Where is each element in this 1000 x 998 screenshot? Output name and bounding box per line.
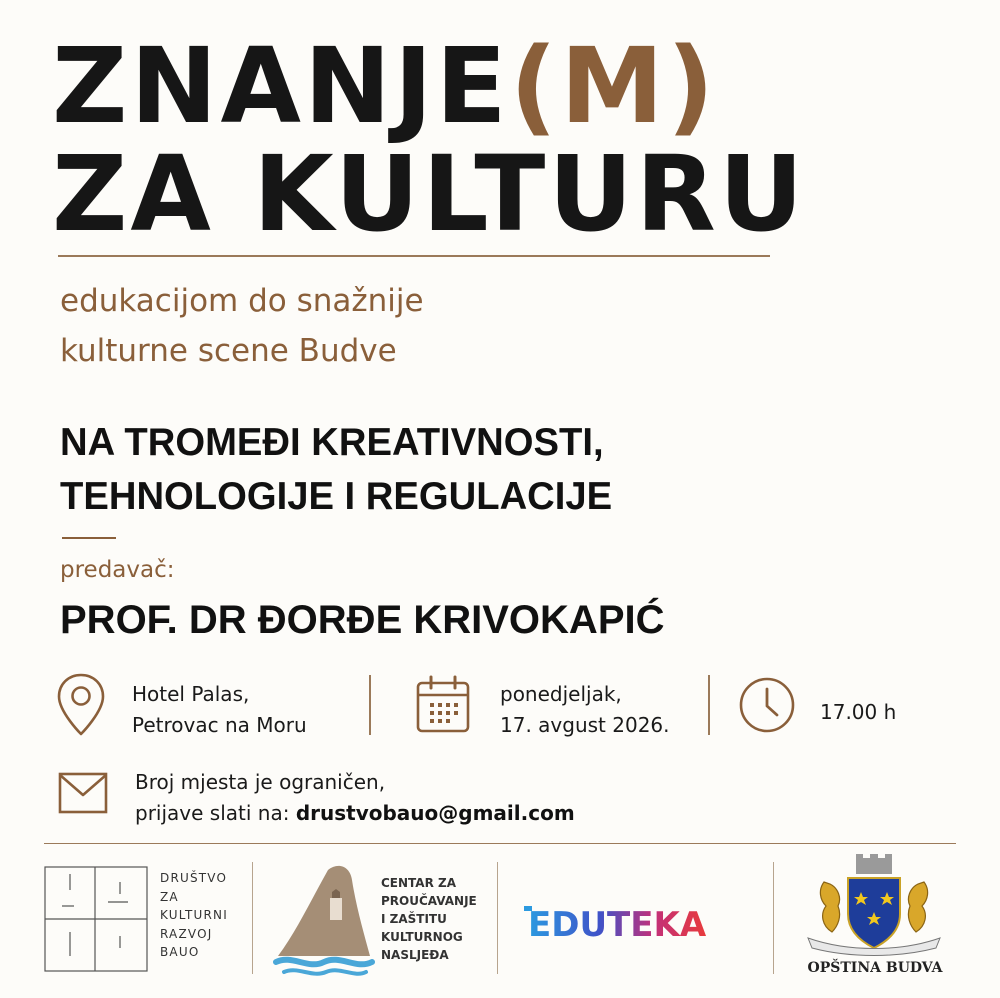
bauo-name [160, 869, 228, 962]
clock-icon [738, 676, 796, 734]
map-pin-icon [56, 672, 106, 738]
logo-separator [773, 862, 774, 974]
bauo-line: BAUO [160, 945, 200, 959]
info-separator [708, 675, 710, 735]
title-line-2: ZA KULTURU [52, 133, 807, 255]
footer-divider [44, 843, 956, 844]
location-line-1: Hotel Palas, [132, 682, 250, 706]
subtitle-line-1: edukacijom do snažnije [60, 283, 424, 319]
bauo-line: KULTURNI [160, 908, 228, 922]
bauo-line: ZA [160, 889, 179, 904]
bauo-line: RAZVOJ [160, 926, 213, 941]
logo-separator [497, 862, 498, 974]
calendar-icon [415, 675, 471, 735]
bauo-logo [44, 866, 148, 976]
centar-line: NASLJEĐA [381, 948, 449, 962]
centar-line: I ZAŠTITU [381, 912, 447, 926]
title-line-1 [52, 25, 718, 147]
eduteka-logo [524, 902, 746, 946]
subtitle-line-2: kulturne scene Budve [60, 333, 397, 369]
topic-line-2: TEHNOLOGIJE I REGULACIJE [60, 475, 613, 518]
date-info [500, 679, 670, 741]
centar-line: PROUČAVANJE [381, 894, 477, 908]
contact-email[interactable]: drustvobauo@gmail.com [295, 801, 575, 825]
title-divider [58, 255, 770, 257]
contact-prefix: prijave slati na: [135, 801, 296, 825]
title-main: ZNANJE [52, 25, 510, 147]
contact-info [135, 767, 575, 829]
contact-line-1: Broj mjesta je ograničen, [135, 770, 386, 794]
lecturer-name: PROF. DR ĐORĐE KRIVOKAPIĆ [60, 598, 665, 642]
date-line-2: 17. avgust 2026. [500, 713, 670, 737]
title-accent: (M) [509, 25, 718, 147]
location-info [132, 679, 307, 741]
logo-separator [252, 862, 253, 974]
time-info: 17.00 h [820, 700, 897, 724]
location-line-2: Petrovac na Moru [132, 713, 307, 737]
centar-name [381, 874, 477, 964]
topic-line-1: NA TROMEĐI KREATIVNOSTI, [60, 421, 604, 464]
centar-logo [272, 862, 376, 984]
centar-line: KULTURNOG [381, 930, 463, 944]
envelope-icon [58, 772, 108, 814]
contact-line-2 [135, 798, 575, 829]
bauo-line: DRUŠTVO [160, 871, 228, 885]
eduteka-wordmark: EDUTEKA [528, 905, 707, 942]
lecturer-label: predavač: [60, 557, 175, 583]
info-separator [369, 675, 371, 735]
centar-line: CENTAR ZA [381, 876, 456, 890]
opstina-coat-of-arms [798, 852, 950, 964]
date-line-1: ponedjeljak, [500, 682, 622, 706]
opstina-name: OPŠTINA BUDVA [807, 960, 943, 976]
topic-divider [62, 537, 116, 539]
